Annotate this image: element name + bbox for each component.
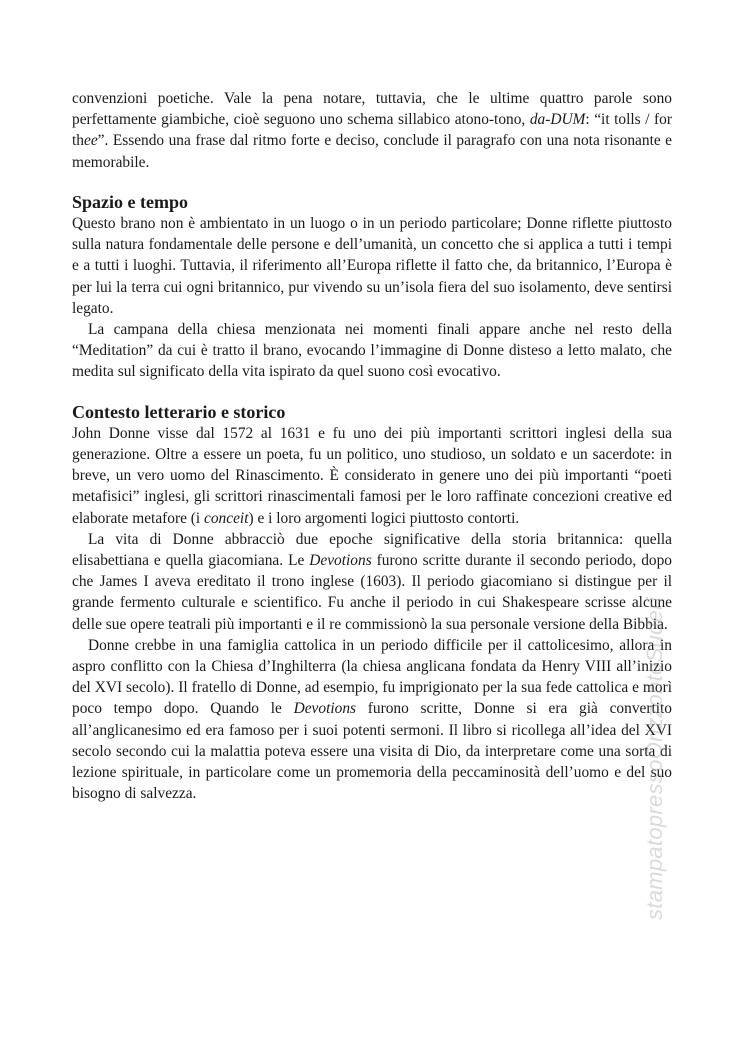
italic-text: ee <box>83 132 98 150</box>
text-run: La campana della chiesa menzionata nei momenti finali appare anche nel resto della “Meditation” da cui è tratto il brano, evocando l’immagine di Donne disteso a letto malato, che medita sul significato della vita ispirato da quel suono così evocativo. <box>72 321 672 381</box>
text-run: John Donne visse dal 1572 al 1631 e fu uno dei più importanti scrittori inglesi della sua generazione. Oltre a essere un poeta, fu un politico, uno studioso, un soldato e un sacerdote: in breve, un vero uomo del Rinascimento. È considerato in genere uno dei più importanti “poeti metafisici” inglesi, gli scrittori rinascimentali famosi per le loro raffinate concezioni creative ed elaborate metafore (i <box>72 424 672 527</box>
italic-text: da-DUM <box>529 111 586 129</box>
section <box>72 88 672 173</box>
text-run: La vita di Donne abbracciò due epoche significative della storia britannica: quella elisabettiana e quella giacomiana. Le <box>72 530 672 570</box>
document-page <box>72 88 672 805</box>
paragraph <box>72 213 672 319</box>
paragraph <box>72 88 672 173</box>
section <box>72 192 672 383</box>
italic-text: conceit <box>204 509 249 527</box>
paragraph <box>72 423 672 529</box>
section <box>72 402 672 805</box>
text-run: furono scritte, Donne si era già convertito all’anglicanesimo ed era famoso per i suoi potenti sermoni. Il libro si ricollega all’idea del XVI secolo secondo cui la malattia poteva essere una visita di Dio, da interpretare come una sorta di lezione spirituale, in particolare come un promemoria della peccaminosità dell’uomo e del suo bisogno di salvezza. <box>72 700 672 803</box>
text-run: Donne crebbe in una famiglia cattolica in un periodo difficile per il cattolicesimo, allora in aspro conflitto con la Chiesa d’Inghilterra (la chiesa anglicana fondata da Henry VIII all’inizio del XVI secolo). Il fratello di Donne, ad esempio, fu imprigionato per la sua fede cattolica e morì poco tempo dopo. Quando le <box>72 636 672 718</box>
text-run: furono scritte durante il secondo periodo, dopo che James I aveva ereditato il trono inglese (1603). Il periodo giacomiano si distingue per il grande fermento culturale e scientifico. Fu anche il periodo in cui Shakespeare scrisse alcune delle sue opere teatrali più importanti e il re commissionò la sua personale versione della Bibbia. <box>72 552 672 633</box>
paragraph <box>72 635 672 805</box>
text-run: convenzioni poetiche. Vale la pena notare, tuttavia, che le ultime quattro parole sono perfettamente giambiche, cioè seguono uno schema sillabico atono-tono, <box>72 90 672 129</box>
paragraph <box>72 529 672 635</box>
italic-text: Devotions <box>309 552 372 570</box>
text-run: ”. Essendo una frase dal ritmo forte e deciso, conclude il paragrafo con una nota risonante e memorabile. <box>72 132 672 171</box>
text-run: Questo brano non è ambientato in un luogo o in un periodo particolare; Donne riflette piuttosto sulla natura fondamentale delle persone e dell’umanità, un concetto che si applica a tutti i tempi e a tutti i luoghi. Tuttavia, il riferimento all’Europa riflette il fatto che, da britannico, l’Europa è per lui la terra cui ogni britannico, pur vivendo su un’isola fiera del suo isolamento, deve sentirsi legato. <box>72 215 672 317</box>
section-title: Spazio e tempo <box>72 191 188 212</box>
text-run: ) e i loro argomenti logici piuttosto contorti. <box>248 509 520 527</box>
italic-text: Devotions <box>293 700 356 718</box>
text-run: : “it tolls / for th <box>72 111 672 150</box>
paragraph <box>72 319 672 383</box>
watermark: stampatopressoOrizzonteSuderi <box>642 597 667 920</box>
section-title: Contesto letterario e storico <box>72 401 286 422</box>
